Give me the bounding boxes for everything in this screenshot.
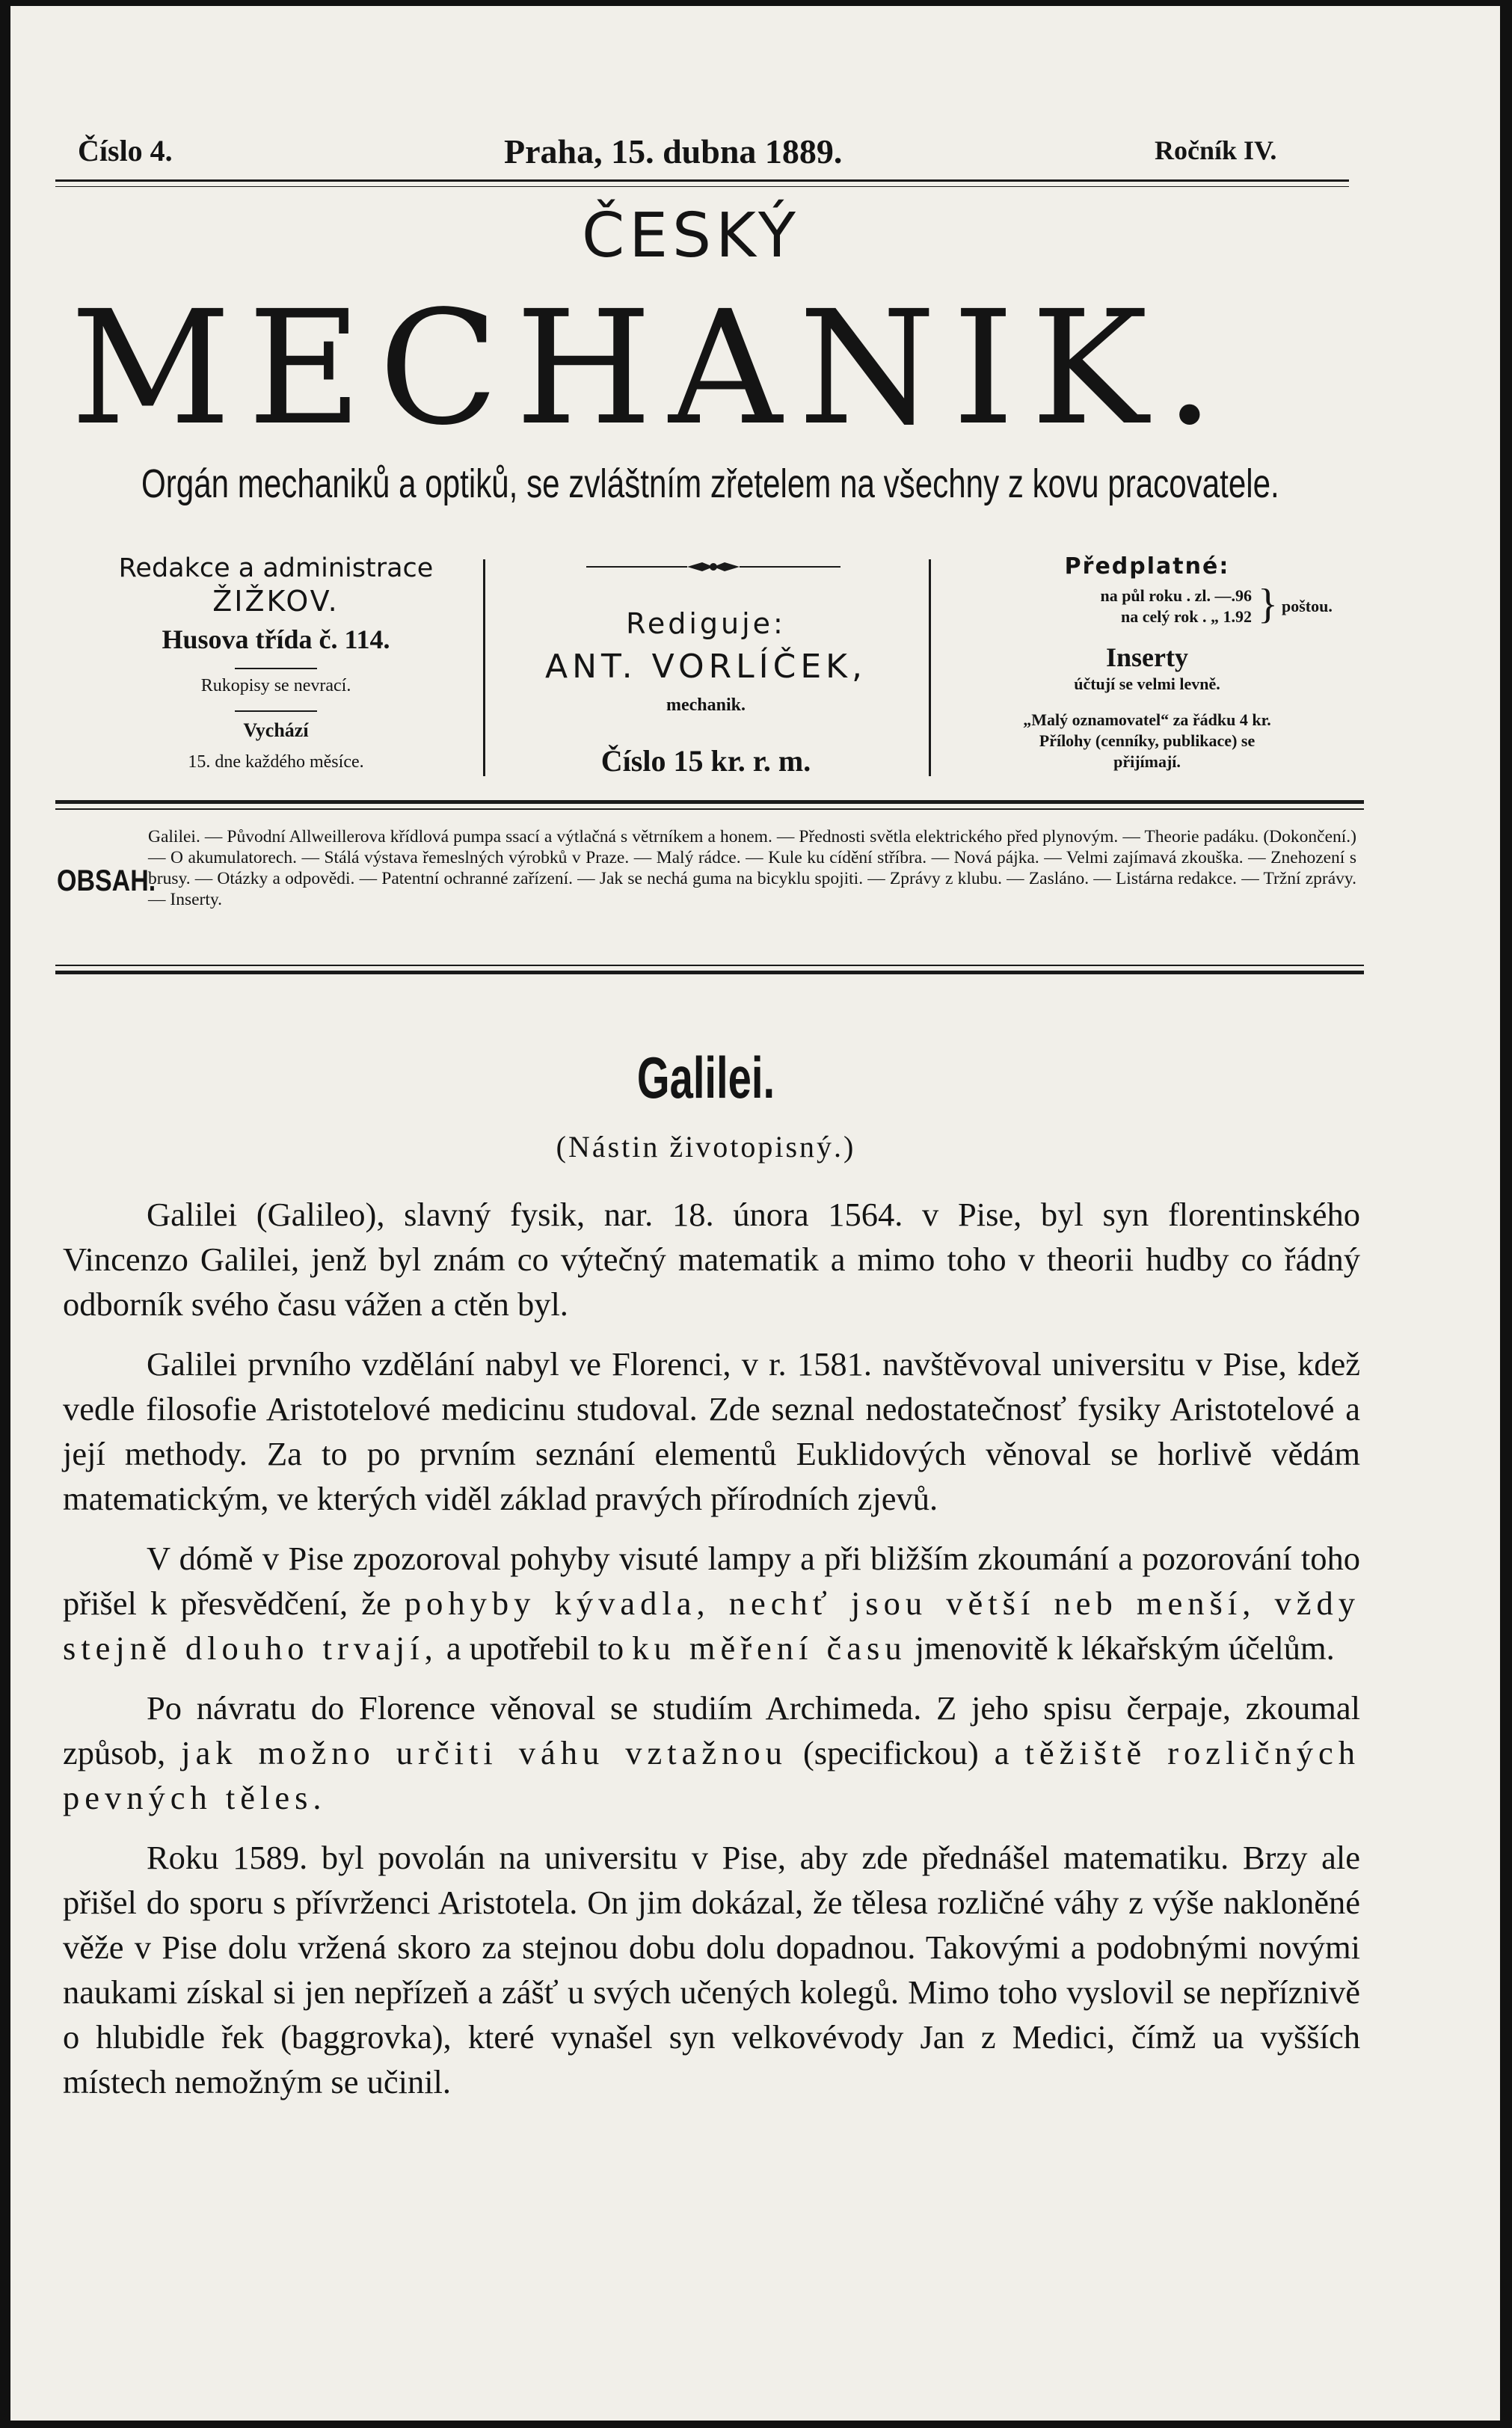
article-body — [63, 1192, 1360, 2119]
header-rule — [55, 179, 1349, 182]
small-ads-line1: „Malý oznamovatel“ za řádku 4 kr. — [1023, 710, 1271, 729]
subscription-full-year: na celý rok . „ 1.92 — [1121, 607, 1252, 626]
issue-number: Číslo 4. — [78, 134, 173, 167]
manuscripts-note: Rukopisy se nevrací. — [200, 676, 351, 695]
p4-spaced: těžiště rozličných pevných těles. — [63, 1734, 1361, 1816]
paragraph-1: Galilei (Galileo), slavný fysik, nar. 18. února 1564. v Pise, byl syn florentinského Vincenzo Galilei, jenž byl znám co výtečný matematik a mimo toho v theorii hudby co řádný odborník svého času vážen a ctěn byl. — [63, 1196, 1360, 1323]
short-rule — [235, 668, 317, 669]
volume-number: Ročník IV. — [1155, 135, 1277, 165]
small-ads-line2: Přílohy (cenníky, publikace) se — [1039, 731, 1256, 750]
column-divider-left — [483, 559, 485, 776]
p4-text: (specifickou) a — [802, 1734, 1009, 1771]
edited-by-label: Rediguje: — [626, 607, 786, 640]
p3-spaced: ku měření času — [632, 1629, 907, 1667]
contents-bottom-rule-thin — [55, 965, 1364, 966]
article-title: Galilei. — [636, 1045, 775, 1110]
redakce-label: Redakce a administrace — [118, 553, 434, 583]
contents-bottom-rule — [55, 971, 1364, 974]
editor-name: ANT. VORLÍČEK, — [544, 648, 867, 686]
inserty-heading: Inserty — [1106, 642, 1188, 672]
article-subtitle: (Nástin životopisný.) — [556, 1130, 856, 1164]
column-divider-right — [929, 559, 931, 776]
short-rule — [235, 710, 317, 712]
newspaper-page — [10, 6, 1500, 2421]
small-ads-line3: přijímají. — [1113, 752, 1181, 771]
paragraph-2: Galilei prvního vzdělání nabyl ve Florenci, v r. 1581. navštěvoval universitu v Pise, kdež vedle filosofie Aristotelové medicinu studoval. Zde seznal nedostatečnosť fysiky Aristotelové a její methody. Za to po prvním seznání elementů Euklidových věnoval se horlivě vědám matematickým, ve kterých viděl základ pravých přírodních zjevů. — [63, 1345, 1360, 1517]
p4-text: Po návratu do Florence věnoval se studiím Archimeda. Z jeho spisu čerpaje, zkoumal způsob, — [63, 1689, 1360, 1771]
masthead-subtitle: Orgán mechaniků a optiků, se zvláštním zřetelem na všechny z kovu pracovatele. — [141, 461, 1279, 506]
header-rule-thin — [55, 186, 1349, 187]
contents-list: Galilei. — Původní Allweillerova křídlová pumpa ssací a výtlačná s větrníkem a honem. — Přednosti světla elektrického před plynovým. — Theorie padáku. (Dokončení.) — O akumulatorech. — Stálá výstava řemeslných výrobků v Praze. — Malý rádce. — Kule ku cídění stříbra. — Nová pájka. — Velmi zajímavá zkouška. — Znehození s brusy. — Otázky a odpovědi. — Patentní ochranné zařízení. — Jak se nechá guma na bicyklu spojiti. — Zprávy z klubu. — Zasláno. — Listárna redakce. — Tržní zprávy. — Inserty. — [148, 827, 1356, 909]
publishing-schedule: 15. dne každého měsíce. — [188, 752, 364, 772]
paragraph-3 — [63, 1536, 1360, 1671]
issue-price: Číslo 15 kr. r. m. — [600, 744, 811, 778]
publishing-label: Vychází — [243, 719, 309, 741]
p3-text: jmenovitě k lékařským účelům. — [915, 1629, 1335, 1667]
brace: } — [1258, 581, 1278, 627]
postal-note: poštou. — [1282, 597, 1333, 615]
address-city: ŽIŽKOV. — [212, 585, 339, 618]
subscription-heading: Předplatné: — [1064, 553, 1230, 580]
address-street: Husova třída č. 114. — [162, 624, 390, 654]
place-date: Praha, 15. dubna 1889. — [504, 132, 843, 170]
ornament-divider — [579, 556, 848, 578]
masthead-small-title: ČESKÝ — [581, 200, 801, 271]
p3-spaced: pohyby kývadla, nechť jsou větší neb menší, vždy stejně dlouho trvají, — [63, 1585, 1361, 1667]
contents-label: OBSAH. — [57, 864, 156, 897]
paragraph-4 — [63, 1685, 1360, 1820]
paragraph-5: Roku 1589. byl povolán na universitu v Pise, aby zde přednášel matematiku. Brzy ale přišel do sporu s přívrženci Aristotela. On jim dokázal, že tělesa rozličné váhy z výše nakloněné věže v Pise dolu vržená skoro za stejnou dobu dolu dopadnou. Takovými a podobnými novými naukami získal si jen nepřízeň a zášť u svých učených kolegů. Mimo toho vyslovil se nepříznivě o hlubidle řek (baggrovka), které vynašel syn velkovévody Jan z Medici, čímž ua vyšších místech nemožným se učinil. — [63, 1839, 1360, 2100]
subscription-half-year: na půl roku . zl. —.96 — [1100, 586, 1252, 605]
p4-spaced: jak možno určiti váhu vztažnou — [181, 1734, 787, 1771]
editor-profession: mechanik. — [666, 695, 746, 715]
inserty-text: účtují se velmi levně. — [1074, 674, 1220, 693]
contents-top-rule-thin — [55, 808, 1364, 810]
p3-text: V dómě v Pise zpozoroval pohyby visuté lampy a při bližším zkoumání a pozorování toho přišel k přesvědčení, že — [63, 1540, 1360, 1622]
masthead-main-title: MECHANIK. — [70, 277, 1232, 460]
contents-top-rule — [55, 800, 1364, 804]
p3-text: a upotřebil to — [446, 1629, 624, 1667]
